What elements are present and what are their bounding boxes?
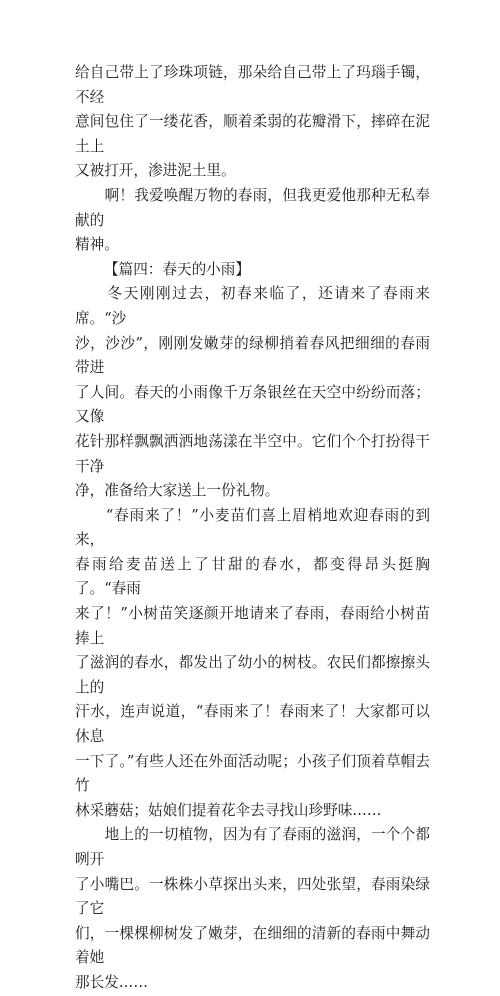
- paragraph-spring-rain-arrives: “春雨来了！”小麦苗们喜上眉梢地欢迎春雨的到来， 春雨给麦苗送上了甘甜的春水，都变得昂头挺胸了。“春雨 来了！”小树苗笑逐颜开地请来了春雨，春雨给小树苗捧上 了滋润的春水，都发出了幼小的树枝。农民们都擦擦头上的 汗水，连声说道，“春雨来了！春雨来了！大家都可以休息 一下了。”有些人还在外面活动呢；小孩子们顶着草帽去竹 林采蘑菇；姑娘们提着花伞去寻找山珍野味……: [75, 506, 430, 819]
- paragraph-winter-past: 冬天刚刚过去，初春来临了，还请来了春雨来席。“沙 沙，沙沙”，刚刚发嫩芽的绿柳捎着春风把细细的春雨带进 了人间。春天的小雨像千万条银丝在天空中纷纷而落；又像 花针那样飘飘洒洒地荡漾在半空中。它们个个打扮得干干净 净，准备给大家送上一份礼物。: [75, 285, 430, 500]
- document-page: [75, 61, 430, 996]
- section-heading: 【篇四：春天的小雨】: [104, 260, 250, 278]
- paragraph-exclamation: 啊！我爱唤醒万物的春雨，但我更爱他那种无私奉献的 精神。: [75, 186, 430, 254]
- paragraph-plants: 地上的一切植物，因为有了春雨的滋润，一个个都咧开 了小嘴巴。一株株小草探出头来，四处张望，春雨染绿了它 们，一棵棵柳树发了嫩芽，在细细的清新的春雨中舞动着她 那长发……: [75, 826, 430, 991]
- paragraph-continuation: 给自己带上了珍珠项链，那朵给自己带上了玛瑙手镯，不经 意间包住了一缕花香，顺着柔弱的花瓣滑下，摔碎在泥土上 又被打开，渗进泥土里。: [75, 64, 430, 180]
